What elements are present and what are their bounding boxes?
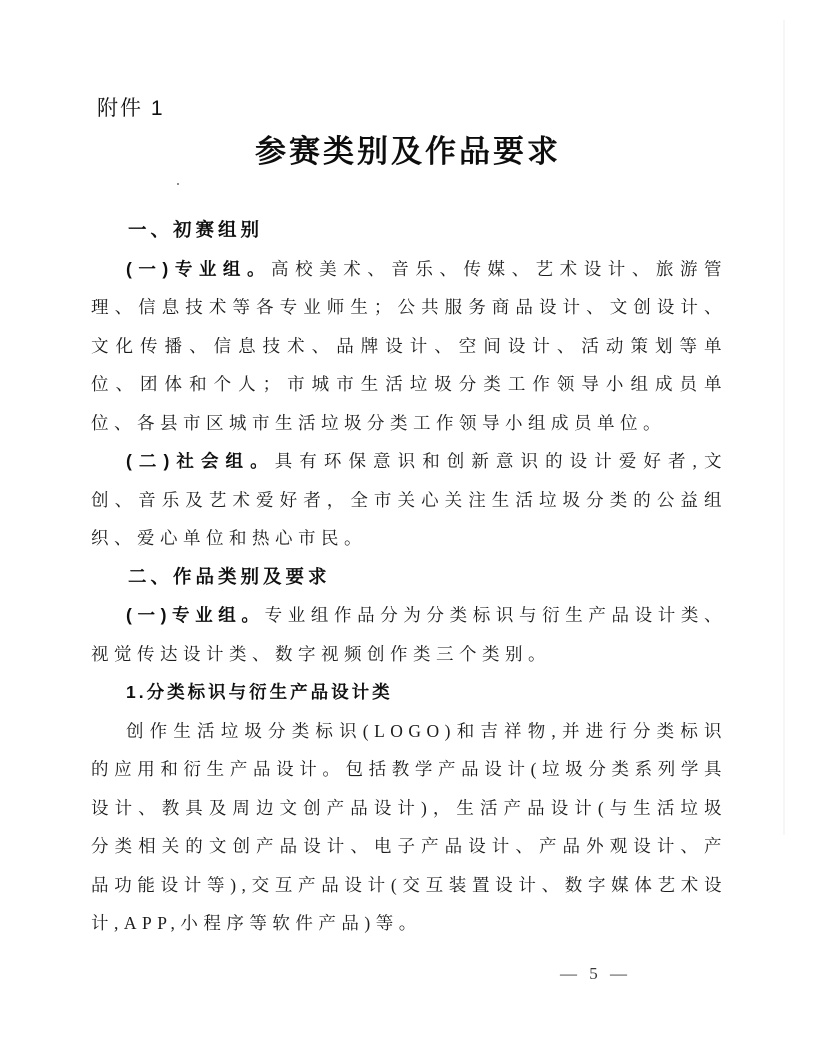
paragraph-logo-design [91,712,727,943]
subsection-heading-1: 1.分类标识与衍生产品设计类 [126,682,393,702]
document-title: 参赛类别及作品要求 [255,134,561,169]
paragraph-lead: (二)社会组。 [126,451,275,471]
section-heading-1: 一、初赛组别 [128,219,264,240]
paragraph-text: 高校美术、音乐、传媒、艺术设计、旅游管理、信息技术等各专业师生；公共服务商品设计、文创设计、文化传播、信息技术、品牌设计、空间设计、活动策划等单位、团体和个人；市城市生活垃圾分类工作领导小组成员单位、各县市区城市生活垃圾分类工作领导小组成员单位。 [91,258,727,433]
attachment-label: 附件 1 [97,97,165,120]
paragraph-text: 专业组作品分为分类标识与衍生产品设计类、视觉传达设计类、数字视频创作类三个类别。 [91,605,728,664]
paragraph-work-categories [91,596,727,673]
document-body [91,211,727,943]
page-number: — 5 — [560,964,631,983]
section-heading-2: 二、作品类别及要求 [128,565,331,587]
paragraph-text: 具有环保意识和创新意识的设计爱好者,文创、音乐及艺术爱好者，全市关心关注生活垃圾分类的公益组织、爱心单位和热心市民。 [91,451,728,548]
paragraph-lead: (一)专业组。 [126,605,265,625]
speck-artifact [177,183,179,185]
paragraph-social-group [91,442,727,558]
paragraph-text: 创作生活垃圾分类标识(LOGO)和吉祥物,并进行分类标识的应用和衍生产品设计。包括教学产品设计(垃圾分类系列学具设计、教具及周边文创产品设计)，生活产品设计(与生活垃圾分类相关的文创产品设计、电子产品设计、产品外观设计、产品功能设计等),交互产品设计(交互装置设计、数字媒体艺术设计,APP,小程序等软件产品)等。 [91,720,727,933]
paragraph-professional-group [91,250,727,443]
paragraph-lead: (一)专业组。 [126,258,272,279]
